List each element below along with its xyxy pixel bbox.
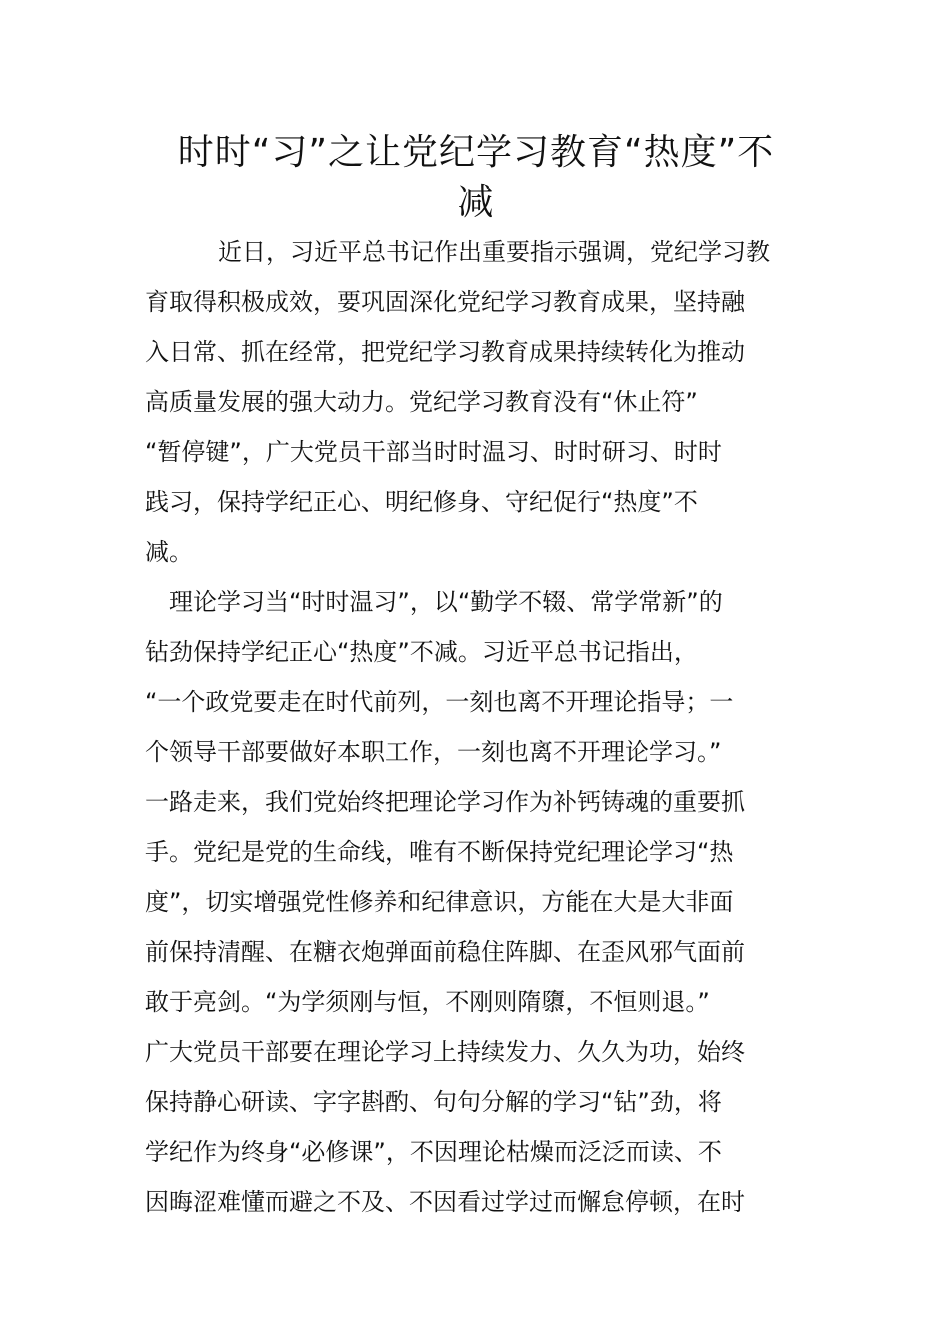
text-line: 减。: [145, 538, 193, 566]
text-line: “暂停键”，广大党员干部当时时温习、时时研习、时时: [145, 438, 722, 466]
text-line: 理论学习当“时时温习”，以“勤学不辍、常学常新”的: [169, 588, 723, 616]
document-title: [145, 128, 807, 228]
text-line: 度”，切实增强党性修养和纪律意识，方能在大是大非面: [145, 888, 734, 916]
text-line: 育取得积极成效，要巩固深化党纪学习教育成果，坚持融: [145, 288, 745, 316]
text-line: 广大党员干部要在理论学习上持续发力、久久为功，始终: [145, 1038, 745, 1066]
text-line: 践习，保持学纪正心、明纪修身、守纪促行“热度”不: [145, 488, 698, 516]
title-line-2: 减: [457, 182, 495, 223]
paragraph-2: [145, 577, 807, 1227]
text-line: 一路走来，我们党始终把理论学习作为补钙铸魂的重要抓: [145, 788, 745, 816]
text-line: 个领导干部要做好本职工作，一刻也离不开理论学习。”: [145, 738, 722, 766]
text-line: 手。党纪是党的生命线，唯有不断保持党纪理论学习“热: [145, 838, 734, 866]
text-line: 因晦涩难懂而避之不及、不因看过学过而懈怠停顿，在时: [145, 1188, 745, 1216]
paragraph-1: [145, 227, 807, 577]
text-line: 保持静心研读、字字斟酌、句句分解的学习“钻”劲，将: [145, 1088, 722, 1116]
text-line: 敢于亮剑。“为学须刚与恒，不刚则隋隳，不恒则退。”: [145, 988, 710, 1016]
title-line-1: 时时“习”之让党纪学习教育“热度”不: [177, 132, 775, 173]
text-line: 前保持清醒、在糖衣炮弹面前稳住阵脚、在歪风邪气面前: [145, 938, 745, 966]
text-line: “一个政党要走在时代前列，一刻也离不开理论指导；一: [145, 688, 734, 716]
text-line: 近日，习近平总书记作出重要指示强调，党纪学习教: [218, 238, 770, 266]
text-line: 高质量发展的强大动力。党纪学习教育没有“休止符”: [145, 388, 698, 416]
document-body: [145, 227, 807, 1227]
text-line: 学纪作为终身“必修课”，不因理论枯燥而泛泛而读、不: [145, 1138, 722, 1166]
text-line: 钻劲保持学纪正心“热度”不减。习近平总书记指出，: [145, 638, 698, 666]
text-line: 入日常、抓在经常，把党纪学习教育成果持续转化为推动: [145, 338, 745, 366]
